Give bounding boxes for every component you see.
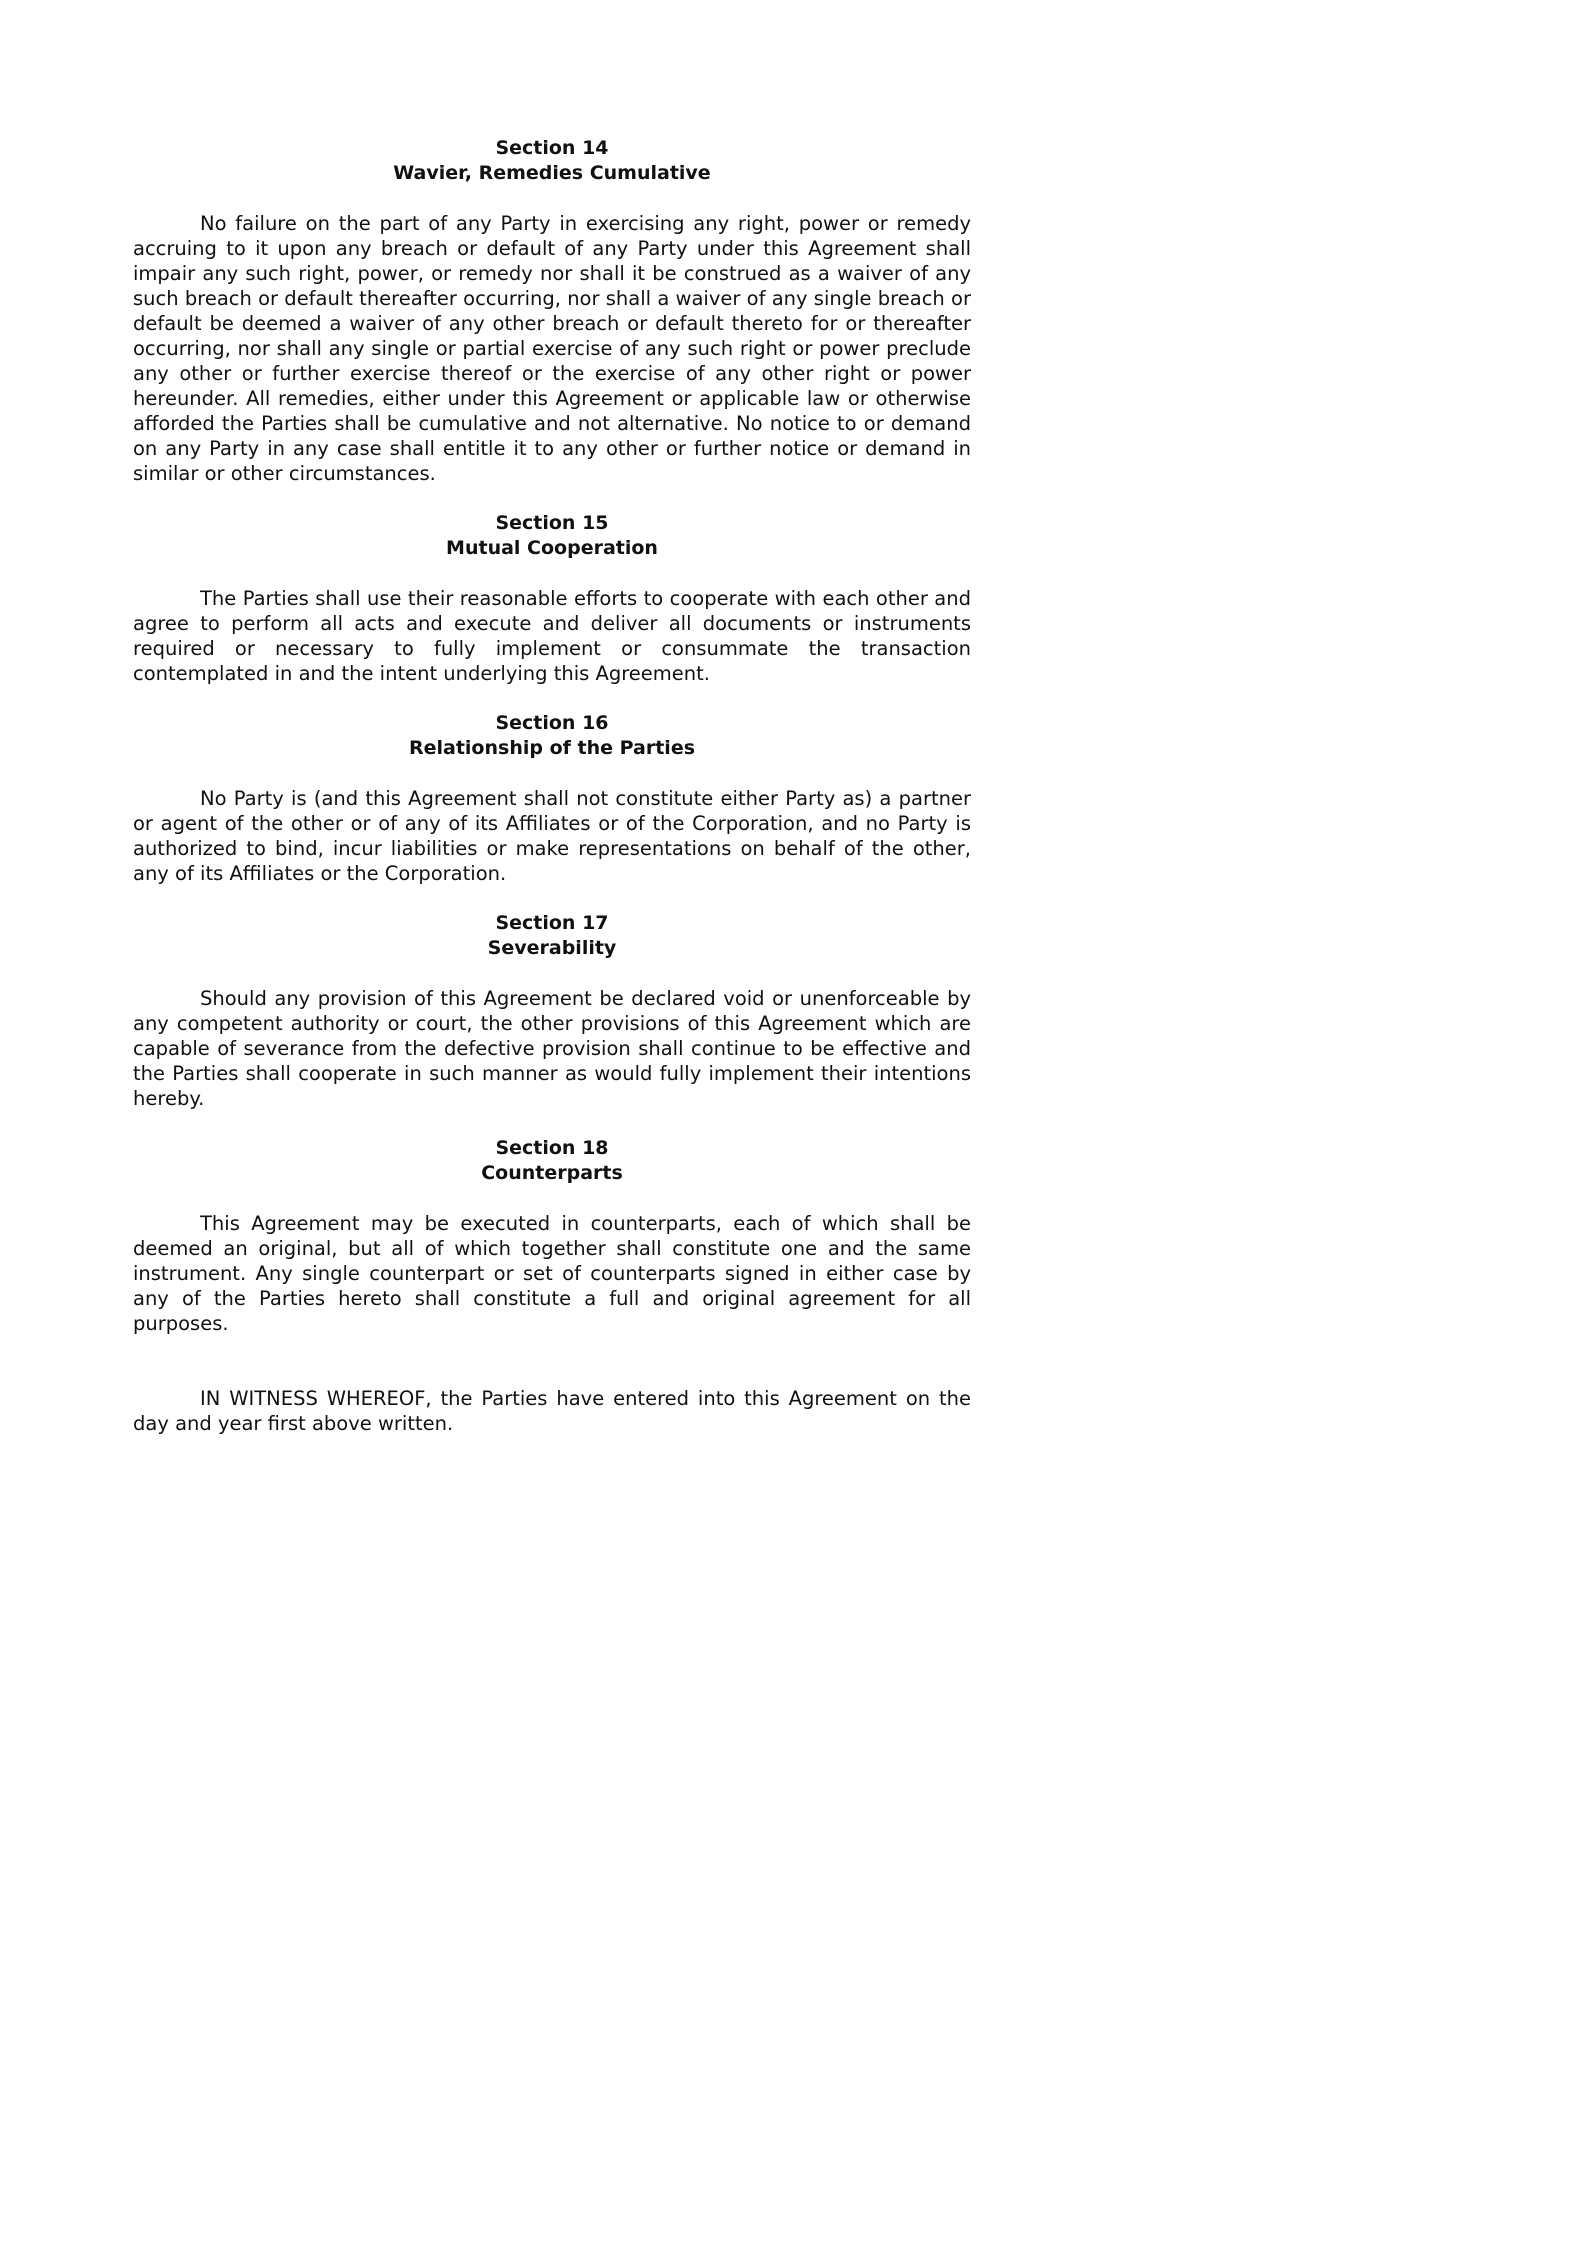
section-number: Section 17: [495, 912, 609, 934]
section-title: Wavier, Remedies Cumulative: [393, 162, 711, 184]
section-number: Section 14: [495, 137, 609, 159]
section-17: [133, 911, 971, 1111]
section-16: [133, 711, 971, 886]
section-body: Should any provision of this Agreement be declared void or unenforceable by any competent authority or court, the other provisions of this Agreement which are capable of severance from the defective provision shall continue to be effective and the Parties shall cooperate in such manner as would fully implement their intentions hereby.: [133, 987, 971, 1110]
section-title: Severability: [487, 937, 617, 959]
section-number: Section 15: [495, 512, 609, 534]
section-18: [133, 1136, 971, 1336]
section-14: [133, 136, 971, 486]
section-15: [133, 511, 971, 686]
section-body: The Parties shall use their reasonable efforts to cooperate with each other and agree to perform all acts and execute and deliver all documents or instruments required or necessary to fully implement or consummate the transaction contemplated in and the intent underlying this Agreement.: [133, 587, 971, 685]
witness-clause: IN WITNESS WHEREOF, the Parties have entered into this Agreement on the day and year first above written.: [133, 1387, 971, 1435]
section-title: Mutual Cooperation: [446, 537, 658, 559]
section-title: Counterparts: [481, 1162, 623, 1184]
section-body: No failure on the part of any Party in exercising any right, power or remedy accruing to it upon any breach or default of any Party under this Agreement shall impair any such right, power, or remedy nor shall it be construed as a waiver of any such breach or default thereafter occurring, nor shall a waiver of any single breach or default be deemed a waiver of any other breach or default thereto for or thereafter occurring, nor shall any single or partial exercise of any such right or power preclude any other or further exercise thereof or the exercise of any other right or power hereunder. All remedies, either under this Agreement or applicable law or otherwise afforded the Parties shall be cumulative and not alternative. No notice to or demand on any Party in any case shall entitle it to any other or further notice or demand in similar or other circumstances.: [133, 212, 971, 485]
document-content: [133, 136, 971, 1436]
section-title: Relationship of the Parties: [408, 737, 696, 759]
section-body: No Party is (and this Agreement shall not constitute either Party as) a partner or agent of the other or of any of its Affiliates or of the Corporation, and no Party is authorized to bind, incur liabilities or make representations on behalf of the other, any of its Affiliates or the Corporation.: [133, 787, 971, 885]
section-body: This Agreement may be executed in counterparts, each of which shall be deemed an original, but all of which together shall constitute one and the same instrument. Any single counterpart or set of counterparts signed in either case by any of the Parties hereto shall constitute a full and original agreement for all purposes.: [133, 1212, 971, 1335]
section-number: Section 18: [495, 1137, 609, 1159]
section-number: Section 16: [495, 712, 609, 734]
document-page: [0, 0, 1100, 1556]
